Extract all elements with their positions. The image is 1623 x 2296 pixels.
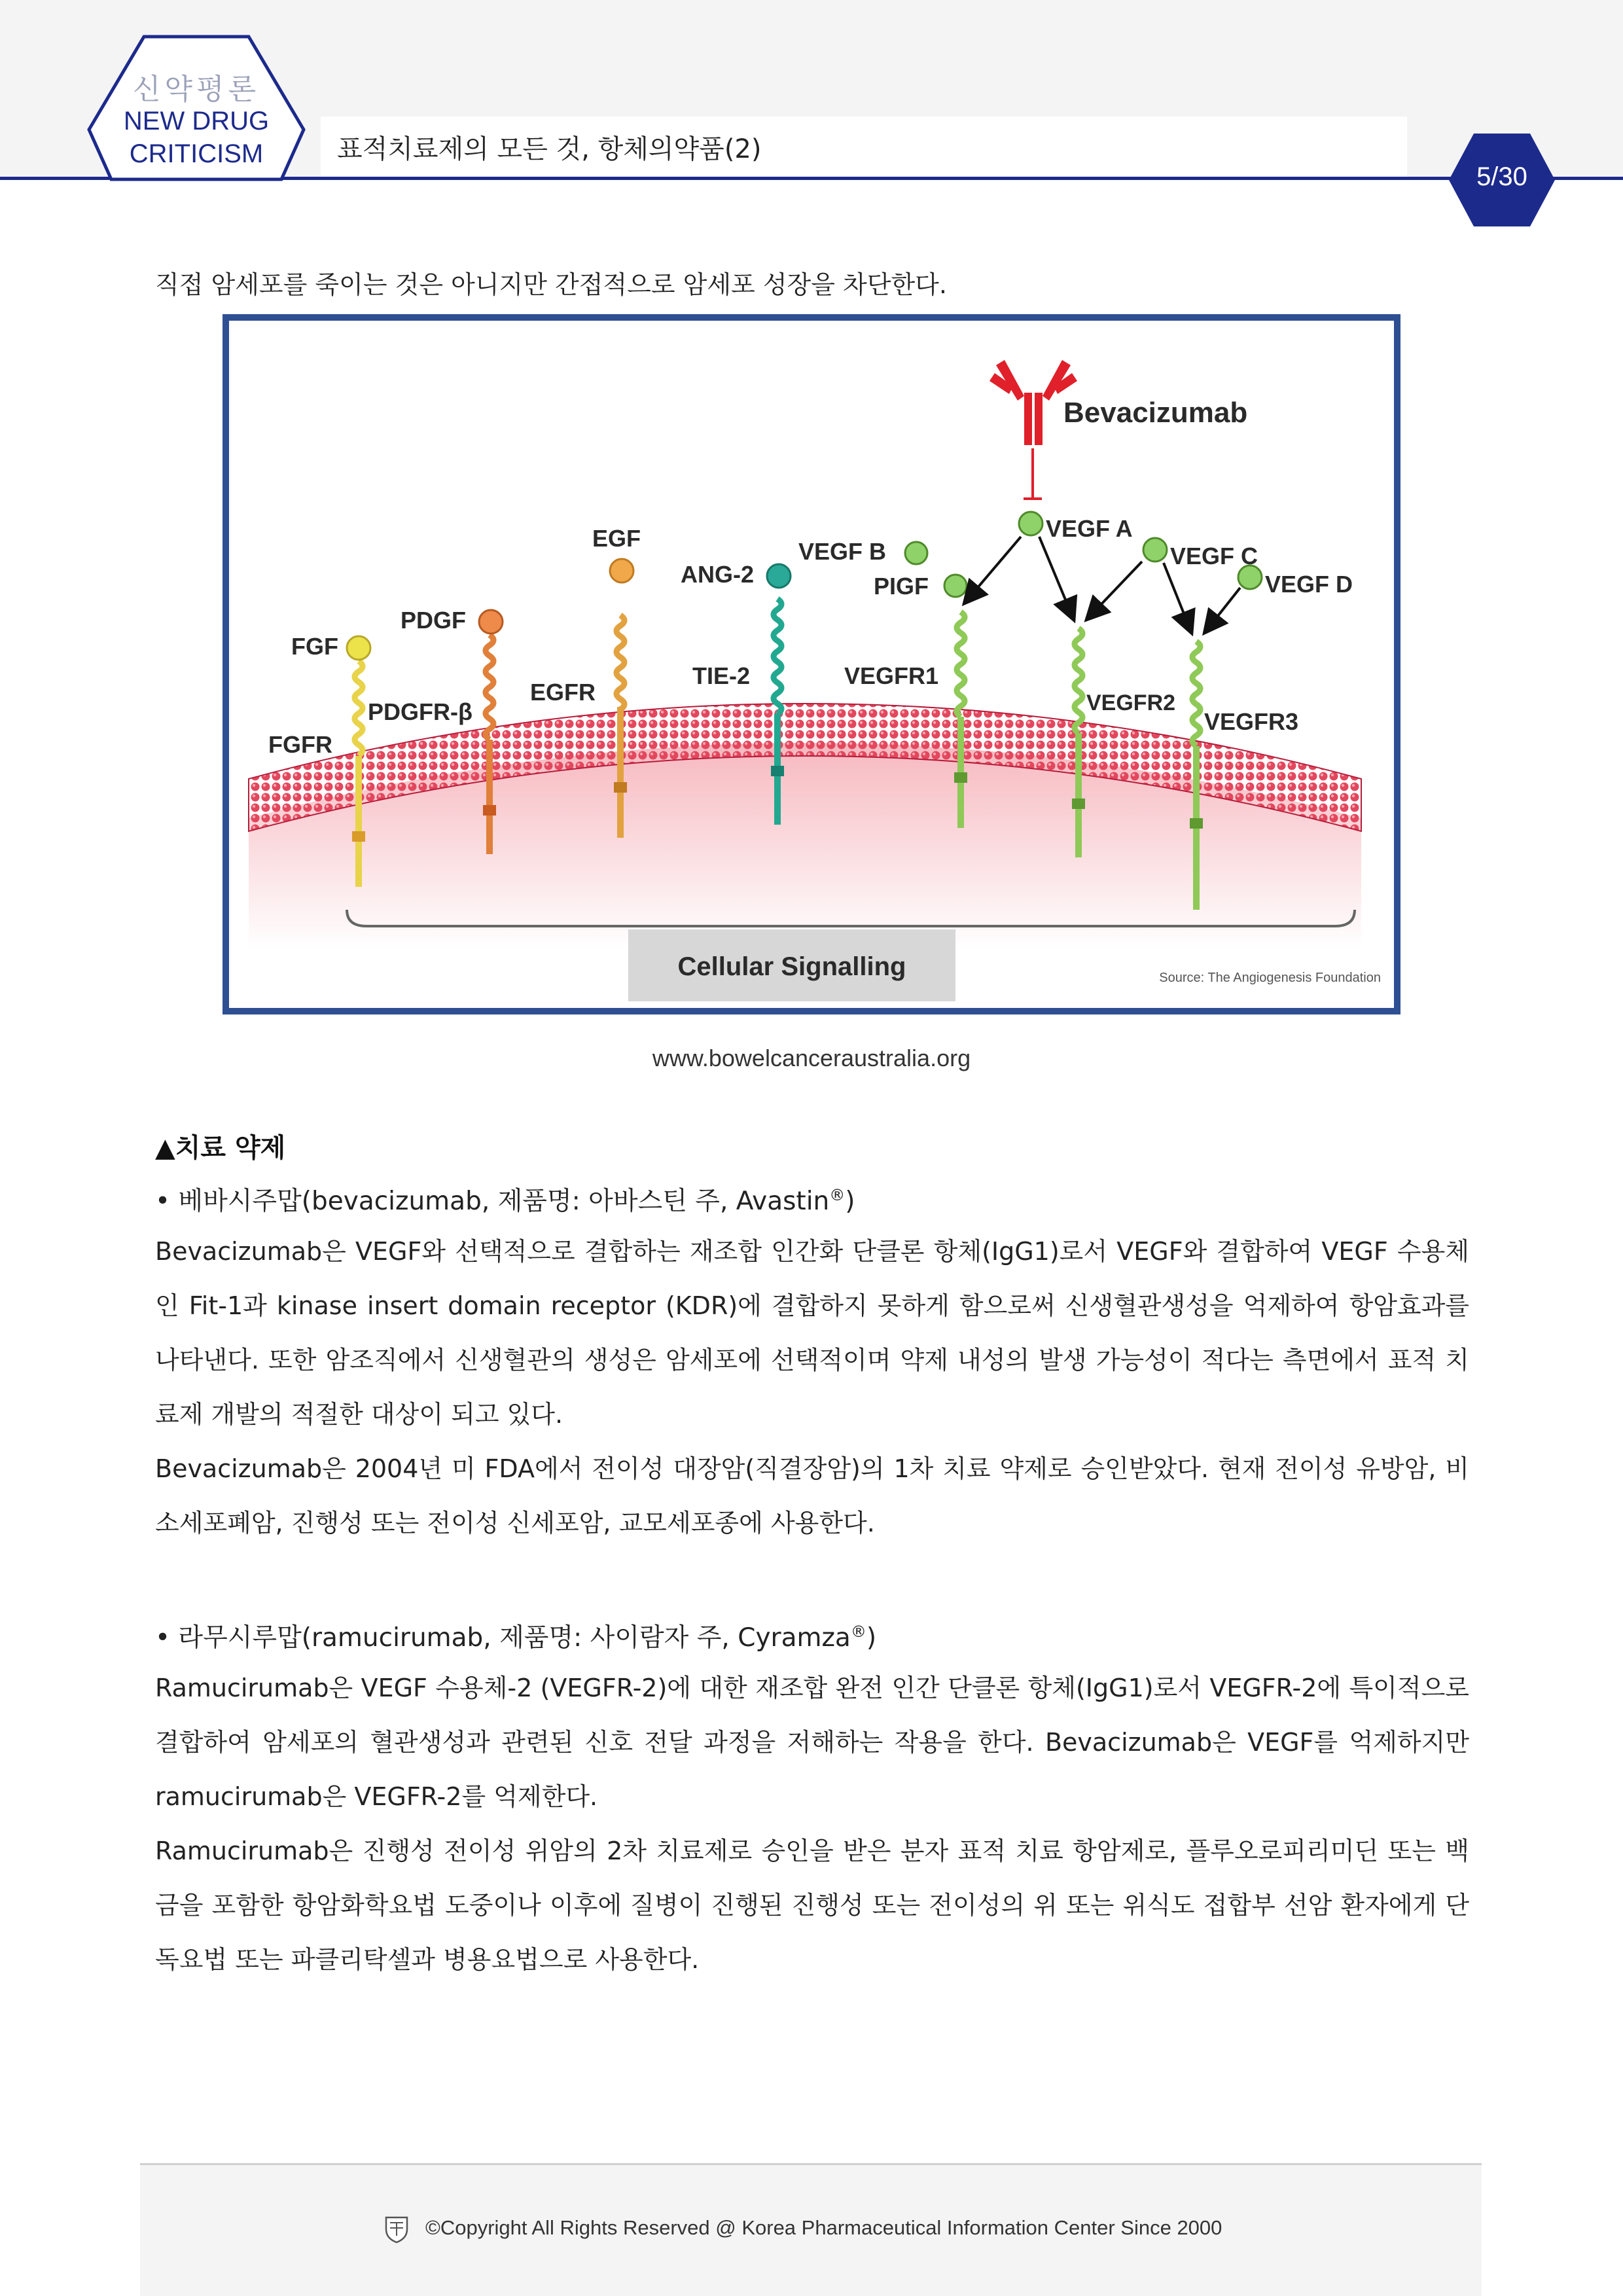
receptor-label-vegfr1: VEGFR1	[844, 662, 939, 689]
ligand-label-pdgf: PDGF	[401, 607, 467, 634]
ligand-label-egf: EGF	[592, 525, 641, 552]
receptor-label-vegfr2: VEGFR2	[1086, 691, 1176, 715]
ang2-ligand	[767, 564, 791, 588]
pdgf-ligand	[479, 610, 503, 634]
bevacizumab-paragraph-1: Bevacizumab은 VEGF와 선택적으로 결합하는 재조합 인간화 단클론 항체(IgG1)로서 VEGF와 결합하여 VEGF 수용체인 Fit-1과 kinase insert domain receptor (KDR)에 결합하지 못하게 함으로써 신생혈관생성을 억제하여 항암효과를 나타낸다. 또한 암조직에서 신생혈관의 생성은 암세포에 선택적이며 약제 내성의 발생 가능성이 적다는 측면에서 표적 치료제 개발의 적절한 대상이 되고 있다.	[155, 1237, 1469, 1429]
logo-line-2: CRITICISM	[129, 139, 264, 168]
section-title: ▲치료 약제	[155, 1133, 286, 1163]
drug-heading-ramucirumab	[155, 1617, 876, 1654]
ligand-label-pigf: PIGF	[874, 573, 929, 600]
pigf-ligand	[944, 575, 967, 597]
page-number: 5/30	[1476, 162, 1527, 191]
ligand-label-vegfb: VEGF B	[798, 538, 887, 565]
cellular-signalling-label: Cellular Signalling	[677, 952, 906, 981]
ramucirumab-paragraph-1: Ramucirumab은 VEGF 수용체-2 (VEGFR-2)에 대한 재조합 완전 인간 단클론 항체(IgG1)로서 VEGFR-2에 특이적으로 결합하여 암세포의 혈관생성과 관련된 신호 전달 과정을 저해하는 작용을 한다. Bevacizumab은 VEGF를 억제하지만 ramucirumab은 VEGFR-2를 억제한다.	[155, 1674, 1469, 1811]
cellular-signalling-figure	[223, 314, 1400, 1014]
vegfb-ligand	[905, 542, 927, 564]
shield-emblem-icon	[383, 2215, 410, 2244]
bevacizumab-paragraph-2: Bevacizumab은 2004년 미 FDA에서 전이성 대장암(직결장암)의 1차 치료 약제로 승인받았다. 현재 전이성 유방암, 비소세포폐암, 진행성 또는 전이성 신세포암, 교모세포종에 사용한다.	[155, 1454, 1469, 1537]
figure-caption: www.bowelcanceraustralia.org	[652, 1045, 971, 1071]
bevacizumab-label: Bevacizumab	[1063, 397, 1248, 429]
figure-source-note: Source: The Angiogenesis Foundation	[1159, 971, 1381, 985]
vegfa-ligand	[1019, 512, 1043, 535]
logo-korean-text: 신약평론	[132, 73, 260, 106]
ligand-label-vegfa: VEGF A	[1046, 515, 1133, 542]
logo-line-1: NEW DRUG	[123, 107, 270, 135]
receptor-label-tie2: TIE-2	[692, 662, 751, 689]
ramucirumab-paragraph-2: Ramucirumab은 진행성 전이성 위암의 2차 치료제로 승인을 받은 분자 표적 치료 항암제로, 플루오로피리미딘 또는 백금을 포함한 항암화학요법 도중이나 이후에 질병이 진행된 진행성 또는 전이성의 위 또는 위식도 접합부 선암 환자에게 단독요법 또는 파클리탁셀과 병용요법으로 사용한다.	[155, 1837, 1469, 1974]
receptor-label-vegfr3: VEGFR3	[1204, 708, 1299, 735]
receptor-label-fgfr: FGFR	[268, 731, 332, 758]
ligand-label-vegfc: VEGF C	[1170, 543, 1258, 569]
drug-heading-text: • 라무시루맙(ramucirumab, 제품명: 사이람자 주, Cyramza	[155, 1623, 851, 1653]
registered-mark: ®	[829, 1186, 846, 1204]
receptor-label-pdgfr: PDGFR-β	[368, 698, 473, 725]
intro-sentence: 직접 암세포를 죽이는 것은 아니지만 간접적으로 암세포 성장을 차단한다.	[155, 270, 947, 299]
document-title: 표적치료제의 모든 것, 항체의약품(2)	[337, 134, 762, 164]
copyright-text: ©Copyright All Rights Reserved @ Korea Pharmaceutical Information Center Since 2000	[425, 2216, 1222, 2239]
fgf-ligand	[347, 636, 370, 660]
egf-ligand	[610, 559, 633, 583]
signalling-diagram	[229, 321, 1394, 1008]
vegfc-ligand	[1143, 538, 1167, 562]
registered-mark: ®	[850, 1623, 866, 1641]
drug-heading-bevacizumab	[155, 1181, 855, 1217]
ligand-label-fgf: FGF	[291, 633, 338, 660]
ligand-label-ang2: ANG-2	[681, 561, 755, 588]
heading-close: )	[866, 1623, 877, 1653]
ligand-label-vegfd: VEGF D	[1265, 571, 1353, 598]
receptor-label-egfr: EGFR	[530, 679, 596, 706]
drug-heading-text: • 베바시주맙(bevacizumab, 제품명: 아바스틴 주, Avastin	[155, 1187, 830, 1216]
heading-close: )	[845, 1187, 855, 1216]
logo-english-text	[85, 105, 308, 170]
